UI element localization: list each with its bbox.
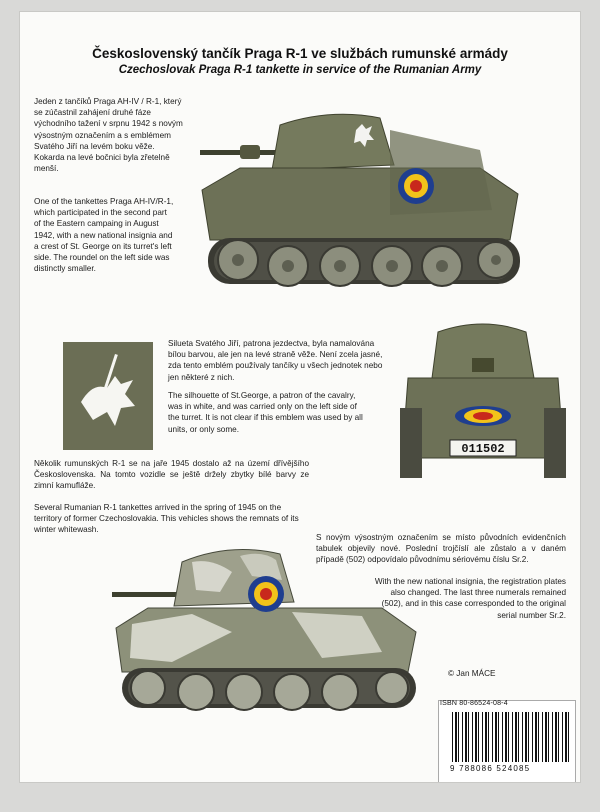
roundel-front <box>455 406 511 426</box>
roundel-bottom <box>248 576 284 612</box>
barcode-digits: 9 788086 524085 <box>450 764 531 773</box>
st-george-emblem-panel <box>63 342 153 450</box>
tank-front-view <box>398 318 568 488</box>
caption-george-english: The silhouette of St.George, a patron of the cavalry, was in white, and was carried only on the left side of the turret. It is not clear if this emblem was used by all units, or only some. <box>168 391 363 434</box>
illustrator-credit: © Jan MÁCE <box>448 669 496 678</box>
caption-plates-czech: S novým výsostným označením se místo původních evidenčních tabulek objevily nové. Poslední trojčíslí ale zůstalo a v daném případě (502) odpovídalo původnímu sériovému číslu Sr.2. <box>316 533 566 565</box>
title-english: Czechoslovak Praga R-1 tankette in service of the Rumanian Army <box>118 64 482 76</box>
title-czech: Československý tančík Praga R-1 ve službách rumunské armády <box>92 46 508 61</box>
tank-side-view-bottom <box>112 532 422 712</box>
book-back-cover <box>20 12 580 782</box>
caption-spring-english: Several Rumanian R-1 tankettes arrived in the spring of 1945 on the territory of former Czechoslovakia. This vehicles shows the remnats of its winter whitewash. <box>34 503 299 535</box>
caption-top-czech: Jeden z tančíků Praga AH-IV / R-1, který se zúčastnil zahájení druhé fáze východního tažení v srpnu 1942 s novým výsostným označením a s emblémem Svatého Jiří na levém boku věže. Kokarda na levé bočnici byla zřetelně menší. <box>34 97 183 174</box>
registration-plate: 011502 <box>461 442 505 456</box>
tank-side-view-top <box>180 90 540 290</box>
isbn-number: ISBN 80-86524-08-4 <box>440 700 508 707</box>
caption-spring-czech: Několik rumunských R-1 se na jaře 1945 dostalo až na území dřívějšího Československa. Na tomto vozidle se ještě držely zbytky bílé barvy ze zimní kamufláže. <box>34 459 309 491</box>
barcode-bars <box>452 712 570 762</box>
caption-top-english: One of the tankettes Praga AH-IV/R-1, which participated in the second part of the Eastern campaing in August 1942, with a new national insignia and a crest of St. George on its turret's left side. The roundel on the left side was distinctly smaller. <box>34 197 174 274</box>
caption-george-czech: Silueta Svatého Jiří, patrona jezdectva, byla namalována bílou barvou, ale jen na levé straně věže. Není zcela jasné, zda tento emblém používaly tančíky u všech jednotek nebo jen některé z nich. <box>168 339 383 382</box>
roundel-top <box>398 168 434 204</box>
caption-plates-english: With the new national insignia, the registration plates also changed. The last three numerals remained (502), and in this case corresponded to the original serial number Sr.2. <box>374 577 566 620</box>
